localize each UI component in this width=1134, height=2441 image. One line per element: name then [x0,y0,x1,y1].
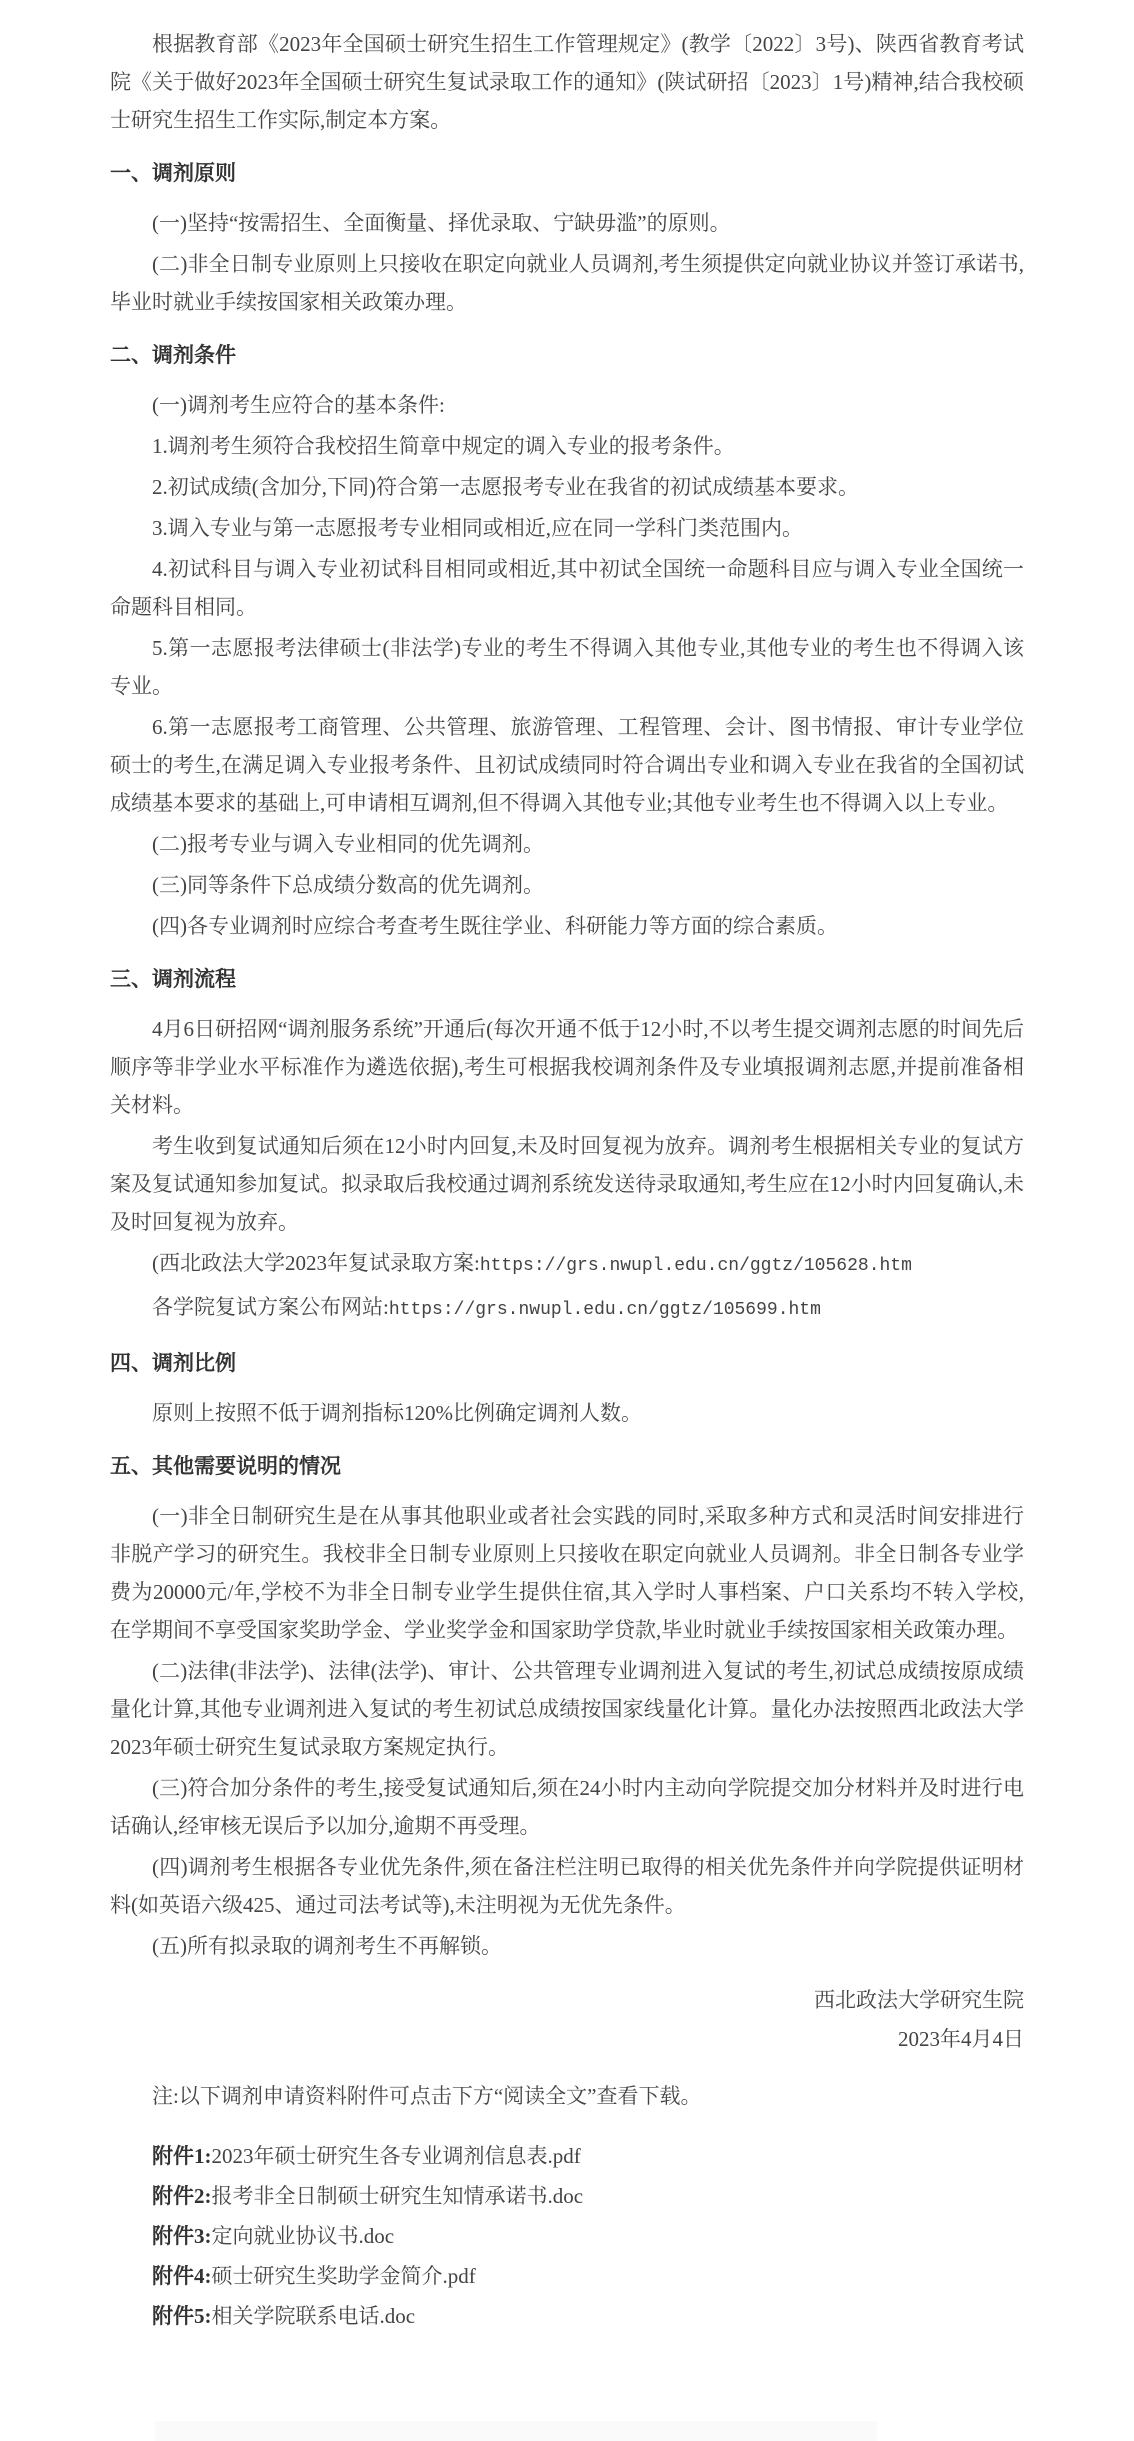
attachment-4-filename: 硕士研究生奖助学金简介.pdf [211,2264,476,2288]
signature-date: 2023年4月4日 [898,2027,1024,2051]
attachment-5-filename: 相关学院联系电话.doc [211,2304,416,2328]
attachment-3-filename: 定向就业协议书.doc [211,2224,395,2248]
section-2-subitem-4: 4.初试科目与调入专业初试科目相同或相近,其中初试全国统一命题科目应与调入专业全国统一命题科目相同。 [110,557,1024,619]
link-2-prefix: 各学院复试方案公布网站: [152,1295,389,1319]
section-5-item-4: (四)调剂考生根据各专业优先条件,须在备注栏注明已取得的相关优先条件并向学院提供证明材料(如英语六级425、通过司法考试等),未注明视为无优先条件。 [110,1855,1024,1917]
attachment-5-label: 附件5: [152,2304,212,2328]
section-2-subitem-3: 3.调入专业与第一志愿报考专业相同或相近,应在同一学科门类范围内。 [152,516,803,540]
attachments-note: 注:以下调剂申请资料附件可点击下方“阅读全文”查看下载。 [152,2084,702,2108]
attachment-item-3 [110,2216,1024,2256]
signature-org: 西北政法大学研究生院 [814,1988,1024,2012]
link-2-url: https://grs.nwupl.edu.cn/ggtz/105699.htm [388,1300,821,1320]
section-2-item-1: (一)调剂考生应符合的基本条件: [152,393,445,417]
footer-strip [155,2421,877,2441]
section-2-item-4: (四)各专业调剂时应综合考查考生既往学业、科研能力等方面的综合素质。 [152,914,838,938]
attachment-3-label: 附件3: [152,2224,212,2248]
section-5-item-1: (一)非全日制研究生是在从事其他职业或者社会实践的同时,采取多种方式和灵活时间安排进行非脱产学习的研究生。我校非全日制专业原则上只接收在职定向就业人员调剂。非全日制各专业学费为20000元/年,学校不为非全日制专业学生提供住宿,其入学时人事档案、户口关系均不转入学校,在学期间不享受国家奖助学金、学业奖学金和国家助学贷款,毕业时就业手续按国家相关政策办理。 [110,1504,1024,1642]
section-1-item-2: (二)非全日制专业原则上只接收在职定向就业人员调剂,考生须提供定向就业协议并签订承诺书,毕业时就业手续按国家相关政策办理。 [110,252,1024,314]
section-2-subitem-6: 6.第一志愿报考工商管理、公共管理、旅游管理、工程管理、会计、图书情报、审计专业学位硕士的考生,在满足调入专业报考条件、且初试成绩同时符合调出专业和调入专业在我省的全国初试成绩基本要求的基础上,可申请相互调剂,但不得调入其他专业;其他专业考生也不得调入以上专业。 [110,715,1024,815]
section-2-subitem-5: 5.第一志愿报考法律硕士(非法学)专业的考生不得调入其他专业,其他专业的考生也不得调入该专业。 [110,636,1024,698]
section-2-subitem-1: 1.调剂考生须符合我校招生简章中规定的调入专业的报考条件。 [152,434,735,458]
section-5-item-5: (五)所有拟录取的调剂考生不再解锁。 [152,1934,502,1958]
attachment-item-1 [110,2136,1024,2176]
section-2-subitem-2: 2.初试成绩(含加分,下同)符合第一志愿报考专业在我省的初试成绩基本要求。 [152,475,859,499]
section-3-paragraph-1: 4月6日研招网“调剂服务系统”开通后(每次开通不低于12小时,不以考生提交调剂志愿的时间先后顺序等非学业水平标准作为遴选依据),考生可根据我校调剂条件及专业填报调剂志愿,并提前准备相关材料。 [110,1017,1024,1117]
section-1-item-1: (一)坚持“按需招生、全面衡量、择优录取、宁缺毋滥”的原则。 [152,211,731,235]
attachments-list [110,2136,1024,2336]
attachment-2-label: 附件2: [152,2184,212,2208]
section-4-heading: 四、调剂比例 [110,1351,236,1375]
attachment-item-5 [110,2296,1024,2336]
attachment-4-label: 附件4: [152,2264,212,2288]
section-5-item-3: (三)符合加分条件的考生,接受复试通知后,须在24小时内主动向学院提交加分材料并及时进行电话确认,经审核无误后予以加分,逾期不再受理。 [110,1776,1024,1838]
section-2-item-3: (三)同等条件下总成绩分数高的优先调剂。 [152,873,544,897]
attachment-item-2 [110,2176,1024,2216]
attachment-2-filename: 报考非全日制硕士研究生知情承诺书.doc [211,2184,584,2208]
attachment-1-label: 附件1: [152,2144,212,2168]
section-3-link-line-2 [110,1288,1024,1329]
section-1-heading: 一、调剂原则 [110,161,236,185]
signature-block [110,1981,1024,2059]
section-3-link-line-1 [110,1244,1024,1285]
link-1-url: https://grs.nwupl.edu.cn/ggtz/105628.htm [479,1256,912,1276]
section-2-item-2: (二)报考专业与调入专业相同的优先调剂。 [152,832,544,856]
section-5-item-2: (二)法律(非法学)、法律(法学)、审计、公共管理专业调剂进入复试的考生,初试总成绩按原成绩量化计算,其他专业调剂进入复试的考生初试总成绩按国家线量化计算。量化办法按照西北政法大学2023年硕士研究生复试录取方案规定执行。 [110,1659,1024,1759]
section-3-heading: 三、调剂流程 [110,967,236,991]
section-5-heading: 五、其他需要说明的情况 [110,1454,341,1478]
attachment-1-filename: 2023年硕士研究生各专业调剂信息表.pdf [211,2144,581,2168]
section-2-heading: 二、调剂条件 [110,343,236,367]
intro-paragraph: 根据教育部《2023年全国硕士研究生招生工作管理规定》(教学〔2022〕3号)、陕西省教育考试院《关于做好2023年全国硕士研究生复试录取工作的通知》(陕试研招〔2023〕1号)精神,结合我校硕士研究生招生工作实际,制定本方案。 [110,32,1024,132]
section-3-paragraph-2: 考生收到复试通知后须在12小时内回复,未及时回复视为放弃。调剂考生根据相关专业的复试方案及复试通知参加复试。拟录取后我校通过调剂系统发送待录取通知,考生应在12小时内回复确认,未及时回复视为放弃。 [110,1134,1024,1234]
attachment-item-4 [110,2256,1024,2296]
section-4-paragraph-1: 原则上按照不低于调剂指标120%比例确定调剂人数。 [152,1401,642,1425]
link-1-prefix: (西北政法大学2023年复试录取方案: [152,1251,480,1275]
